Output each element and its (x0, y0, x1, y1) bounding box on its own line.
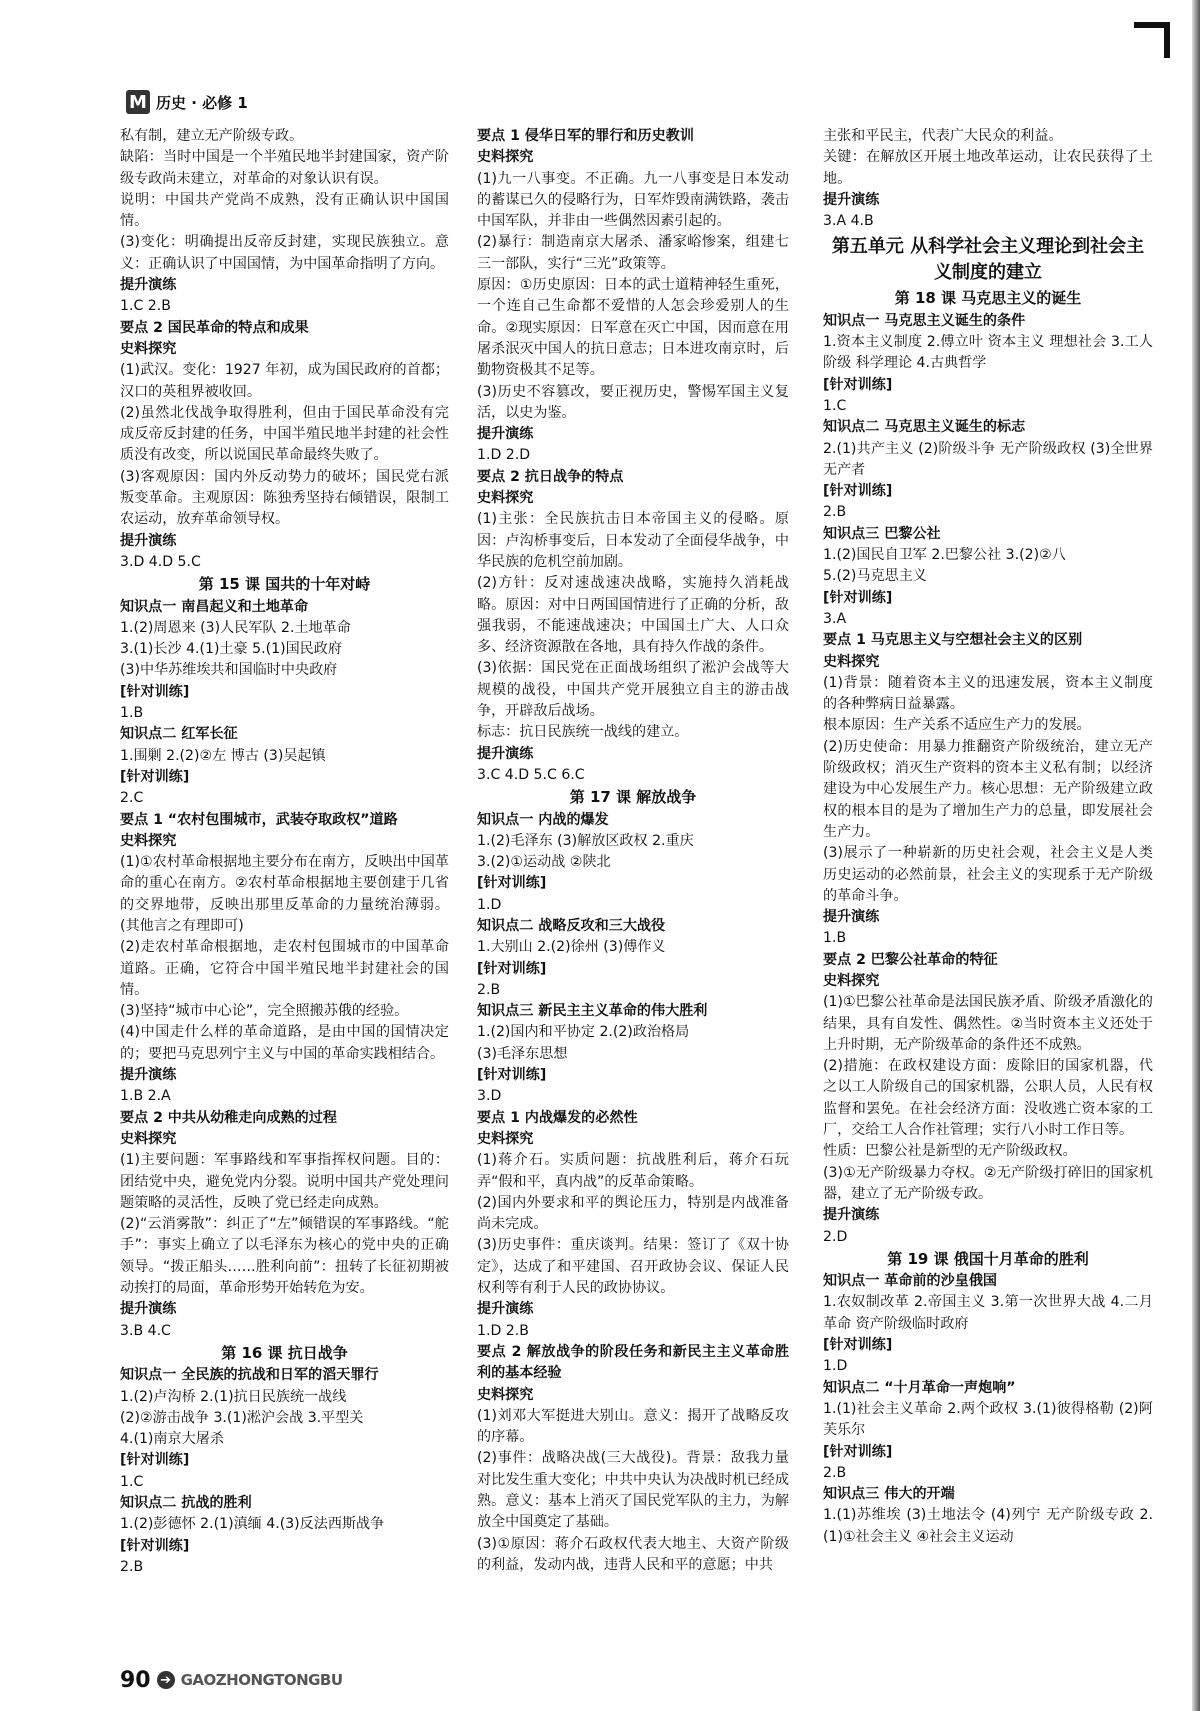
answer-line: 主张和平民主，代表广大民众的利益。 (823, 128, 1063, 144)
section-label: 史料探究 (823, 653, 880, 670)
arrow-right-icon: ➔ (157, 1671, 175, 1689)
answer-line: 私有制，建立无产阶级专政。 (120, 128, 304, 144)
section-label: 提升演练 (120, 532, 177, 549)
answer-line: 1.(2)国内和平协定 2.(2)政治格局 (477, 1024, 690, 1041)
section-label: 提升演练 (823, 1207, 880, 1224)
answer-line: (1)背景：随着资本主义的迅速发展，资本主义制度的各种弊病日益暴露。 (823, 674, 1153, 713)
answer-line: (3)历史不容篡改，要正视历史，警惕军国主义复活，以史为鉴。 (477, 383, 789, 421)
column-1 (120, 126, 449, 1593)
section-label: [针对训练] (823, 589, 893, 606)
section-label: 知识点二 抗战的胜利 (120, 1495, 252, 1511)
section-label: [针对训练] (477, 960, 547, 977)
book-title: 历史 · 必修 1 (156, 93, 248, 112)
section-label: 提升演练 (477, 745, 534, 762)
answer-line: (2)走农村革命根据地，走农村包围城市的中国革命道路。正确，它符合中国半殖民地半封建社会的国情。 (120, 939, 449, 998)
section-label: 要点 1 “农村包围城市，武装夺取政权”道路 (120, 811, 398, 828)
answer-line: (3)中华苏维埃共和国临时中央政府 (120, 662, 338, 679)
answer-line: 1.B 2.A (120, 1088, 171, 1105)
answer-line: (2)国内外要求和平的舆论压力，特别是内战准备尚未完成。 (477, 1194, 789, 1233)
answer-line: 1.围剿 2.(2)②左 博古 (3)吴起镇 (120, 747, 326, 764)
section-label: 提升演练 (120, 1067, 177, 1084)
section-label: 史料探究 (477, 1386, 534, 1403)
answer-line: (1)①农村革命根据地主要分布在南方，反映出中国革命的重心在南方。②农村革命根据地主要创建于几省的交界地带，反映出那里反革命的力量统治薄弱。(其他言之有理即可) (120, 854, 449, 934)
answer-line: 1.D (823, 1358, 848, 1375)
answer-line: (4)中国走什么样的革命道路，是由中国的国情决定的；要把马克思列宁主义与中国的革命实践相结合。 (120, 1024, 449, 1062)
lesson-heading: 第 16 课 抗日战争 (221, 1343, 348, 1362)
section-label: 提升演练 (823, 909, 880, 926)
page-header (126, 88, 248, 116)
answer-line: 4.(1)南京大屠杀 (120, 1431, 224, 1448)
answer-line: 1.(2)国民自卫军 2.巴黎公社 3.(2)②八 (823, 547, 1066, 564)
section-label: 提升演练 (120, 1301, 177, 1318)
section-label: 要点 1 马克思主义与空想社会主义的区别 (823, 632, 1083, 649)
answer-line: 3.(2)①运动战 ②陕北 (477, 854, 611, 871)
answer-line: 3.A (823, 610, 847, 627)
answer-line: (2)“云消雾散”：纠正了“左”倾错误的军事路线。“舵手”：事实上确立了以毛泽东为核心的党中央的正确领导。“拨正船头……胜利向前”：扭转了长征初期被动挨打的局面，革命形势开始转危为安。 (120, 1216, 449, 1297)
answer-line: 1.B (823, 930, 847, 947)
section-label: 要点 2 解放战争的阶段任务和新民主主义革命胜利的基本经验 (477, 1343, 789, 1382)
answer-line: (1)主张：全民族抗击日本帝国主义的侵略。原因：卢沟桥事变后，日本发动了全面侵华战争，中华民族的危机空前加剧。 (477, 511, 789, 570)
answer-line: 性质：巴黎公社是新型的无产阶级政权。 (823, 1143, 1077, 1160)
section-label: 要点 2 巴黎公社革命的特征 (823, 951, 998, 968)
answer-line: 1.大别山 2.(2)徐州 (3)傅作义 (477, 939, 666, 956)
answer-line: 2.B (477, 981, 501, 998)
answer-line: 2.(1)共产主义 (2)阶级斗争 无产阶级政权 (3)全世界无产者 (823, 440, 1153, 478)
answer-line: 1.D 2.D (477, 447, 531, 464)
section-label: 知识点一 革命前的沙皇俄国 (823, 1273, 998, 1290)
section-label: 史料探究 (477, 1130, 534, 1147)
brand-name: GAOZHONGTONGBU (180, 1671, 343, 1689)
section-label: 知识点三 巴黎公社 (823, 525, 941, 542)
section-label: 知识点二 “十月革命一声炮响” (823, 1379, 1016, 1396)
section-label: 提升演练 (823, 191, 880, 208)
answer-line: (1)主要问题：军事路线和军事指挥权问题。目的：团结党中央，避免党内分裂。说明中国共产党处理问题策略的灵活性，反映了党已经走向成熟。 (120, 1152, 449, 1211)
answer-line: (1)武汉。变化：1927 年初，成为国民政府的首都；汉口的英租界被收回。 (120, 362, 449, 400)
answer-line: 1.C (823, 397, 847, 414)
section-label: 史料探究 (120, 1130, 177, 1147)
answer-line: (2)事件：战略决战(三大战役)。背景：敌我力量对比发生重大变化；中共中央认为决战时机已经成熟。意义：基本上消灭了国民党军队的主力，为解放全中国奠定了基础。 (477, 1450, 789, 1531)
answer-line: (3)展示了一种崭新的历史社会观，社会主义是人类历史运动的必然前景，社会主义的实现系于无产阶级的革命斗争。 (823, 845, 1153, 904)
section-label: 史料探究 (120, 340, 177, 357)
section-label: [针对训练] (823, 1443, 893, 1460)
answer-line: (2)暴行：制造南京大屠杀、潘家峪惨案，组建七三一部队，实行“三光”政策等。 (477, 234, 789, 272)
answer-line: 2.B (823, 504, 847, 521)
section-label: [针对训练] (823, 483, 893, 500)
answer-line: 3.D 4.D 5.C (120, 553, 201, 570)
answer-line: 5.(2)马克思主义 (823, 568, 927, 585)
answer-line: 1.农奴制改革 2.帝国主义 3.第一次世界大战 4.二月革命 资产阶级临时政府 (823, 1294, 1153, 1332)
page-footer (120, 1666, 343, 1694)
answer-line: (2)历史使命：用暴力推翻资产阶级统治，建立无产阶级政权；消灭生产资料的资本主义私有制；以经济建设为中心发展生产力。核心思想：无产阶级建立政权的根本目的是为了增加生产力的总量，即发展社会生产力。 (823, 738, 1153, 840)
section-label: 知识点一 内战的爆发 (477, 811, 609, 828)
answer-line: 1.(1)社会主义革命 2.两个政权 3.(1)彼得格勒 (2)阿芙乐尔 (823, 1400, 1153, 1439)
answer-line: (2)方针：反对速战速决战略，实施持久消耗战略。原因：对中日两国国情进行了正确的分析，敌强我弱，不能速战速决；中国国土广大、人口众多、经济资源散在各地，具有持久作战的条件。 (477, 575, 789, 656)
section-label: 知识点一 全民族的抗战和日军的滔天罪行 (120, 1367, 379, 1384)
section-label: 知识点一 南昌起义和土地革命 (120, 598, 309, 615)
answer-line: 1.B (120, 705, 144, 722)
section-label: 知识点二 马克思主义诞生的标志 (823, 419, 1026, 436)
answer-line: 1.(2)卢沟桥 2.(1)抗日民族统一战线 (120, 1388, 347, 1405)
answer-line: 1.(2)毛泽东 (3)解放区政权 2.重庆 (477, 832, 694, 849)
page-number: 90 (120, 1667, 151, 1693)
answer-line: 2.B (120, 1558, 144, 1575)
answer-line: 1.资本主义制度 2.傅立叶 资本主义 理想社会 3.工人阶级 科学理论 4.古典哲学 (823, 334, 1153, 372)
section-label: 史料探究 (477, 149, 534, 166)
section-label: 要点 2 抗日战争的特点 (477, 468, 624, 485)
answer-line: 说明：中国共产党尚不成熟，没有正确认识中国国情。 (120, 191, 449, 230)
section-label: [针对训练] (120, 768, 190, 785)
section-label: [针对训练] (120, 1537, 190, 1554)
section-label: [针对训练] (477, 1067, 547, 1084)
answer-line: (3)坚持“城市中心论”，完全照搬苏俄的经验。 (120, 1003, 409, 1020)
answer-line: 标志：抗日民族统一战线的建立。 (477, 724, 689, 741)
answer-line: 1.(2)彭德怀 2.(1)滇缅 4.(3)反法西斯战争 (120, 1516, 385, 1533)
answer-line: (1)九一八事变。不正确。九一八事变是日本发动的蓄谋已久的侵略行为，日军炸毁南满铁路，袭击中国军队，并非由一些偶然因素引起的。 (477, 170, 789, 230)
answer-line: 1.D 2.B (477, 1322, 529, 1339)
section-label: [针对训练] (477, 875, 547, 892)
section-label: [针对训练] (823, 1337, 893, 1354)
m-logo-icon: M (126, 90, 150, 114)
unit-heading: 第五单元 从科学社会主义理论到社会主义制度的建立 (831, 236, 1145, 284)
lesson-heading: 第 17 课 解放战争 (569, 788, 697, 807)
answer-line: (2)措施：在政权建设方面：废除旧的国家机器，代之以工人阶级自己的国家机器，公职人员，人民有权监督和罢免。在社会经济方面：没收逃亡资本家的工厂，交给工人合作社管理；实行八小时工作日等。 (823, 1058, 1153, 1139)
answer-line: (3)历史事件：重庆谈判。结果：签订了《双十协定》，达成了和平建国、召开政协会议、保证人民权利等有利于人民的政协协议。 (477, 1237, 789, 1297)
answer-line: 3.A 4.B (823, 213, 874, 230)
column-2 (477, 126, 789, 1593)
section-label: 要点 2 中共从幼稚走向成熟的过程 (120, 1109, 337, 1126)
lesson-heading: 第 19 课 俄国十月革命的胜利 (887, 1249, 1089, 1268)
section-label: 史料探究 (477, 490, 534, 507)
answer-line: 2.B (823, 1464, 847, 1481)
answer-line: (3)客观原因：国内外反动势力的破坏；国民党右派叛变革命。主观原因：陈独秀坚持右倾错误，限制工农运动，放弃革命领导权。 (120, 468, 449, 528)
answer-line: (1)蒋介石。实质问题：抗战胜利后，蒋介石玩弄“假和平，真内战”的反革命策略。 (477, 1152, 789, 1190)
lesson-heading: 第 15 课 国共的十年对峙 (198, 575, 371, 594)
section-label: 知识点一 马克思主义诞生的条件 (823, 312, 1026, 329)
section-label: 史料探究 (823, 972, 880, 989)
section-label: 提升演练 (477, 1301, 534, 1318)
section-label: 知识点三 新民主主义革命的伟大胜利 (477, 1003, 708, 1020)
page-edge (1192, 0, 1200, 1711)
answer-line: 1.(2)周恩来 (3)人民军队 2.土地革命 (120, 619, 351, 636)
section-label: 知识点三 伟大的开端 (823, 1486, 955, 1503)
answer-line: 1.C 2.B (120, 298, 171, 315)
answer-line: 3.(1)长沙 4.(1)土豪 5.(1)国民政府 (120, 641, 342, 658)
answer-line: (2)②游击战争 3.(1)淞沪会战 3.平型关 (120, 1409, 364, 1426)
section-label: 知识点二 红军长征 (120, 726, 238, 743)
answer-line: 1.(1)苏维埃 (3)土地法令 (4)列宁 无产阶级专政 2.(1)①社会主义 ④社会主义运动 (823, 1507, 1153, 1545)
section-label: 知识点二 战略反攻和三大战役 (477, 917, 666, 934)
answer-line: 关键：在解放区开展土地改革运动，让农民获得了土地。 (823, 149, 1153, 187)
section-label: 要点 1 侵华日军的罪行和历史教训 (477, 128, 694, 144)
section-label: 要点 2 国民革命的特点和成果 (120, 319, 309, 336)
answer-line: 2.D (823, 1228, 848, 1245)
answer-line: (2)虽然北伐战争取得胜利，但由于国民革命没有完成反帝反封建的任务，中国半殖民地半封建的社会性质没有改变，所以说国民革命最终失败了。 (120, 404, 449, 464)
answer-line: 3.C 4.D 5.C 6.C (477, 766, 585, 783)
answer-line: (1)①巴黎公社革命是法国民族矛盾、阶级矛盾激化的结果，具有自发性、偶然性。②当时资本主义还处于上升时期，无产阶级革命的条件还不成熟。 (823, 994, 1153, 1053)
answer-line: 根本原因：生产关系不适应生产力的发展。 (823, 717, 1091, 734)
answer-line: 3.D (477, 1088, 502, 1105)
corner-mark (1134, 22, 1170, 58)
section-label: [针对训练] (120, 683, 190, 700)
section-label: 提升演练 (120, 277, 177, 294)
answer-line: 原因：①历史原因：日本的武士道精神轻生重死，一个连自己生命都不爱惜的人怎会珍爱别人的生命。②现实原因：日军意在灭亡中国，因而意在用屠杀泯灭中国人的抗日意志；日本进攻南京时，后勤物资极其不足等。 (477, 277, 789, 379)
answer-line: (3)依据：国民党在正面战场组织了淞沪会战等大规模的战役，中国共产党开展独立自主的游击战争，开辟敌后战场。 (477, 660, 789, 720)
section-label: [针对训练] (823, 376, 893, 393)
answer-line: (1)刘邓大军挺进大别山。意义：揭开了战略反攻的序幕。 (477, 1407, 789, 1446)
column-3 (823, 126, 1153, 1593)
section-label: 要点 1 内战爆发的必然性 (477, 1109, 638, 1126)
lesson-heading: 第 18 课 马克思主义的诞生 (894, 289, 1082, 308)
section-label: 提升演练 (477, 426, 534, 443)
answer-line: (3)①无产阶级暴力夺权。②无产阶级打碎旧的国家机器，建立了无产阶级专政。 (823, 1164, 1153, 1202)
section-label: [针对训练] (120, 1452, 190, 1469)
answer-line: 2.C (120, 790, 144, 807)
answer-line: 3.B 4.C (120, 1322, 171, 1339)
answer-line: (3)毛泽东思想 (477, 1045, 568, 1062)
answer-line: 1.C (120, 1473, 144, 1490)
section-label: 史料探究 (120, 832, 177, 849)
answer-line: 缺陷：当时中国是一个半殖民地半封建国家，资产阶级专政尚未建立，对革命的对象认识有误。 (120, 149, 449, 187)
answer-line: (3)①原因：蒋介石政权代表大地主、大资产阶级的利益，发动内战，违背人民和平的意愿；中共 (477, 1535, 789, 1573)
answer-line: 1.D (477, 896, 502, 913)
answer-line: (3)变化：明确提出反帝反封建，实现民族独立。意义：正确认识了中国国情，为中国革命指明了方向。 (120, 234, 449, 272)
